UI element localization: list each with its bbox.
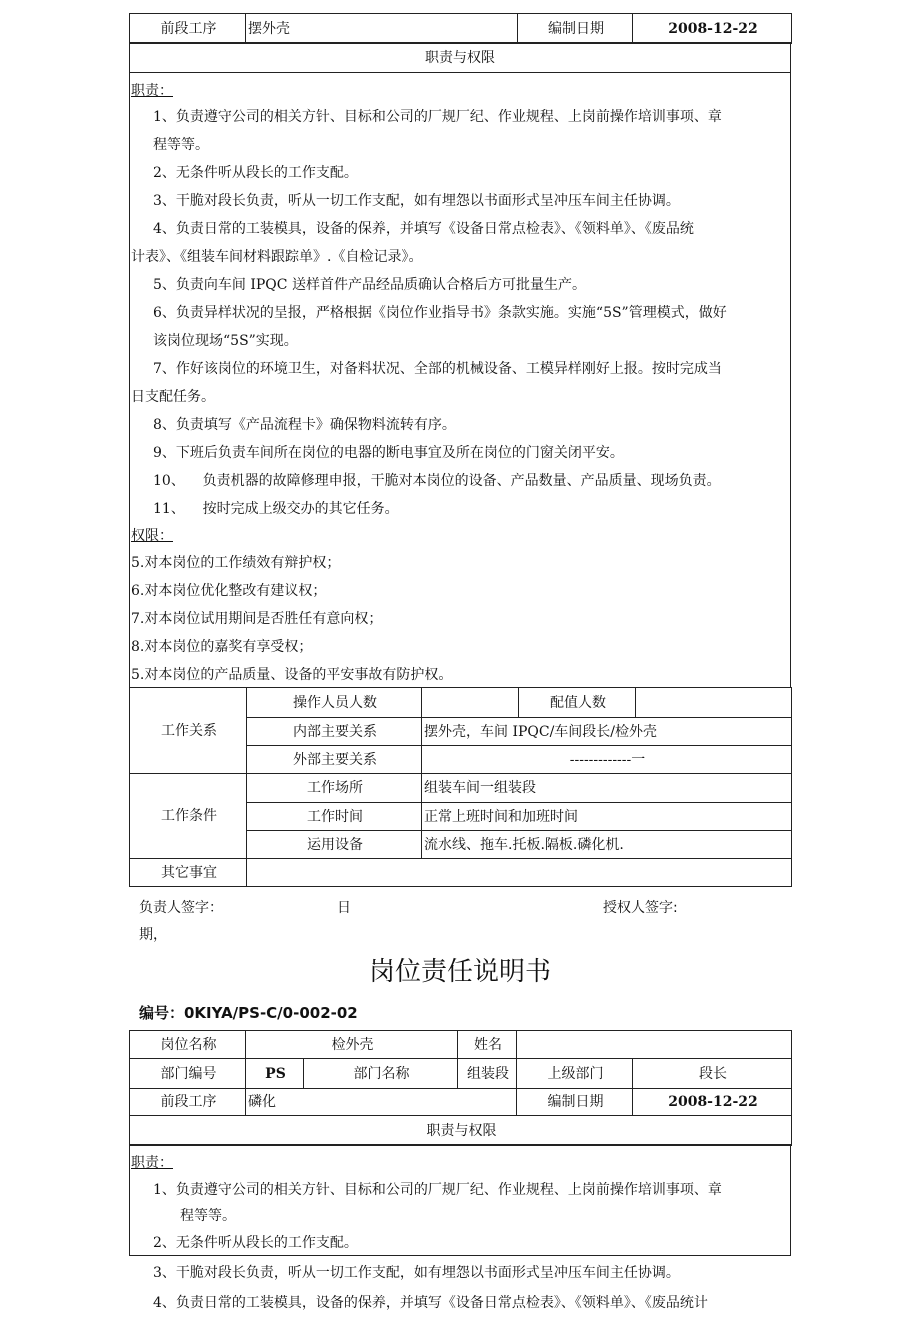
date-label: 编制日期 bbox=[518, 14, 633, 44]
date-value: 2008-12-22 bbox=[633, 1089, 792, 1116]
work-time-value: 正常上班时间和加班时间 bbox=[422, 803, 792, 831]
date-label: 编制日期 bbox=[517, 1089, 633, 1116]
dept-name-label: 部门名称 bbox=[304, 1059, 458, 1089]
duty-line: 10、 负责机器的故障修理申报，干脆对本岗位的设备、产品数量、产品质量、现场负责。 bbox=[153, 473, 721, 489]
dept-code-value: PS bbox=[246, 1059, 304, 1089]
operators-value bbox=[422, 688, 519, 718]
duty-line: 4、负责日常的工装模具，设备的保养，并填写《设备日常点检表》、《领料单》、《废品统 bbox=[153, 221, 694, 237]
work-conditions-label: 工作条件 bbox=[130, 774, 247, 859]
work-info-table bbox=[129, 687, 792, 887]
authorized-signature-label: 授权人签字: bbox=[603, 900, 678, 916]
work-relation-label: 工作关系 bbox=[130, 688, 247, 774]
right-line: 6.对本岗位优化整改有建议权； bbox=[131, 583, 327, 599]
staffing-value bbox=[636, 688, 792, 718]
right-line: 5.对本岗位的工作绩效有辩护权； bbox=[131, 555, 341, 571]
date-label-char: 期， bbox=[139, 927, 167, 943]
internal-relation-label: 内部主要关系 bbox=[247, 718, 422, 746]
section-title: 职责与权限 bbox=[129, 42, 791, 73]
duty-line: 1、负责遵守公司的相关方针、目标和公司的厂规厂纪、作业规程、上岗前操作培训事项、章 bbox=[153, 109, 722, 125]
duty-line: 该岗位现场“5S”实现。 bbox=[153, 333, 298, 349]
duties-heading: 职责： bbox=[131, 1155, 173, 1171]
external-relation-label: 外部主要关系 bbox=[247, 746, 422, 774]
responsible-signature-label: 负责人签字： bbox=[139, 900, 223, 916]
document-title: 岗位责任说明书 bbox=[368, 957, 551, 987]
duty-line: 6、负责异样状况的呈报，严格根据《岗位作业指导书》条款实施。实施“5S”管理模式，做好 bbox=[153, 305, 727, 321]
prev-process-label: 前段工序 bbox=[130, 1089, 246, 1116]
operators-label: 操作人员人数 bbox=[247, 688, 422, 718]
equipment-value: 流水线、拖车.托板.隔板.磷化机. bbox=[422, 831, 792, 859]
date-value: 2008-12-22 bbox=[633, 14, 792, 44]
duty-line: 日支配任务。 bbox=[131, 389, 215, 405]
post-info-table bbox=[129, 1030, 792, 1146]
internal-relation-value: 摆外壳，车间 IPQC/车间段长/检外壳 bbox=[422, 718, 792, 746]
duty-line: 程等等。 bbox=[153, 137, 209, 153]
duty-line: 计表》、《组装车间材料跟踪单》.《自检记录》。 bbox=[131, 249, 423, 265]
duty-line: 8、负责填写《产品流程卡》确保物料流转有序。 bbox=[153, 417, 456, 433]
right-line: 7.对本岗位试用期间是否胜任有意向权； bbox=[131, 611, 383, 627]
duty-line: 1、负责遵守公司的相关方针、目标和公司的厂规厂纪、作业规程、上岗前操作培训事项、章 bbox=[153, 1182, 722, 1198]
name-value bbox=[517, 1031, 792, 1059]
duty-line: 2、无条件听从段长的工作支配。 bbox=[153, 1235, 358, 1251]
prev-process-value: 摆外壳 bbox=[246, 14, 518, 44]
prev-process-value: 磷化 bbox=[246, 1089, 517, 1116]
duty-line: 11、 按时完成上级交办的其它任务。 bbox=[153, 501, 399, 517]
rights-heading: 权限： bbox=[131, 528, 173, 544]
workplace-label: 工作场所 bbox=[247, 774, 422, 803]
workplace-value: 组装车间一组装段 bbox=[422, 774, 792, 803]
prev-process-label: 前段工序 bbox=[130, 14, 246, 44]
duty-line: 程等等。 bbox=[180, 1208, 236, 1224]
duties-heading: 职责： bbox=[131, 83, 173, 99]
other-matters-value bbox=[247, 859, 792, 887]
superior-dept-label: 上级部门 bbox=[517, 1059, 633, 1089]
dept-name-value: 组装段 bbox=[458, 1059, 517, 1089]
duty-line: 3、干脆对段长负责，听从一切工作支配，如有埋怨以书面形式呈冲压车间主任协调。 bbox=[153, 1265, 680, 1281]
duty-line: 2、无条件听从段长的工作支配。 bbox=[153, 165, 358, 181]
right-line: 8.对本岗位的嘉奖有享受权； bbox=[131, 639, 313, 655]
document-code: 编号：0KIYA/PS-C/0-002-02 bbox=[139, 1004, 358, 1022]
section-title: 职责与权限 bbox=[130, 1116, 792, 1146]
staffing-label: 配值人数 bbox=[519, 688, 636, 718]
duty-line: 7、作好该岗位的环境卫生，对备料状况、全部的机械设备、工模异样刚好上报。按时完成当 bbox=[153, 361, 722, 377]
post-name-value: 检外壳 bbox=[246, 1031, 458, 1059]
name-label: 姓名 bbox=[458, 1031, 517, 1059]
right-line: 5.对本岗位的产品质量、设备的平安事故有防护权。 bbox=[131, 667, 453, 683]
superior-dept-value: 段长 bbox=[633, 1059, 792, 1089]
dept-code-label: 部门编号 bbox=[130, 1059, 246, 1089]
date-label-char: 日 bbox=[337, 900, 351, 916]
duty-line: 5、负责向车间 IPQC 送样首件产品经品质确认合格后方可批量生产。 bbox=[153, 277, 586, 293]
duty-line: 3、干脆对段长负责，听从一切工作支配，如有埋怨以书面形式呈冲压车间主任协调。 bbox=[153, 193, 680, 209]
equipment-label: 运用设备 bbox=[247, 831, 422, 859]
work-time-label: 工作时间 bbox=[247, 803, 422, 831]
external-relation-value: -------------一 bbox=[422, 746, 792, 774]
duty-line: 4、负责日常的工装模具，设备的保养，并填写《设备日常点检表》、《领料单》、《废品统计 bbox=[153, 1295, 708, 1311]
duty-line: 9、下班后负责车间所在岗位的电器的断电事宜及所在岗位的门窗关闭平安。 bbox=[153, 445, 624, 461]
top-header-table bbox=[129, 13, 792, 44]
post-name-label: 岗位名称 bbox=[130, 1031, 246, 1059]
other-matters-label: 其它事宜 bbox=[130, 859, 247, 887]
